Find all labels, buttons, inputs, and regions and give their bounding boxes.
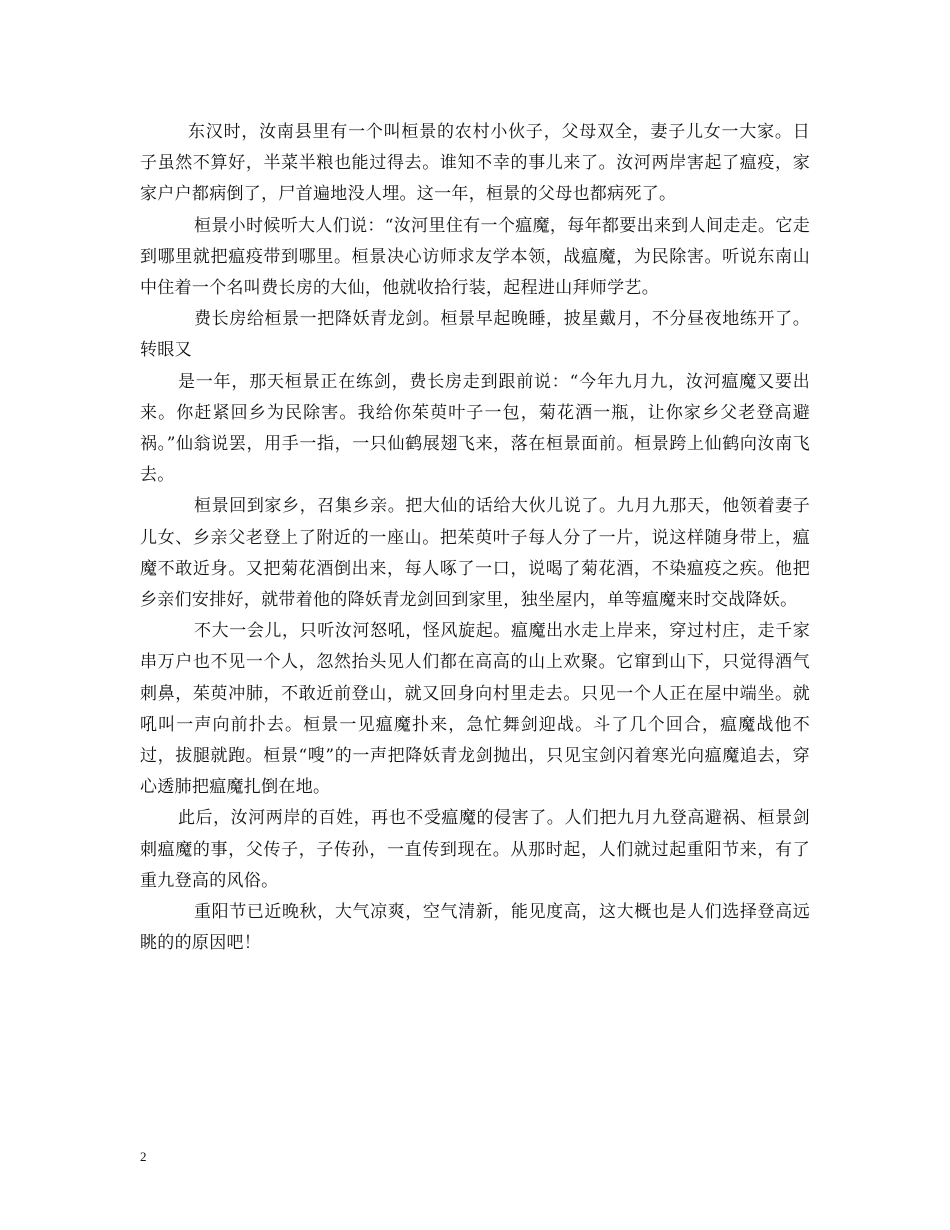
article-body xyxy=(140,117,810,959)
paragraph-3: 费长房给桓景一把降妖青龙剑。桓景早起晚睡，披星戴月，不分昼夜地练开了。转眼又 xyxy=(140,309,810,361)
paragraph-7: 此后，汝河两岸的百姓，再也不受瘟魔的侵害了。人们把九月九登高避祸、桓景剑刺瘟魔的事，父传子，子传孙，一直传到现在。从那时起，人们就过起重阳节来，有了重九登高的风俗。 xyxy=(140,808,810,891)
paragraph-8: 重阳节已近晚秋，大气凉爽，空气清新，能见度高，这大概也是人们选择登高远眺的的原因吧！ xyxy=(140,902,810,954)
page-number: 2 xyxy=(140,1149,147,1164)
paragraph-1: 东汉时，汝南县里有一个叫桓景的农村小伙子，父母双全，妻子儿女一大家。日子虽然不算好，半菜半粮也能过得去。谁知不幸的事儿来了。汝河两岸害起了瘟疫，家家户户都病倒了，尸首遍地没人埋。这一年，桓景的父母也都病死了。 xyxy=(140,122,810,205)
paragraph-6: 不大一会儿，只听汝河怒吼，怪风旋起。瘟魔出水走上岸来，穿过村庄，走千家串万户也不见一个人，忽然抬头见人们都在高高的山上欢聚。它窜到山下，只觉得酒气刺鼻，茱萸冲肺，不敢近前登山，就又回身向村里走去。只见一个人正在屋中端坐。就吼叫一声向前扑去。桓景一见瘟魔扑来，急忙舞剑迎战。斗了几个回合，瘟魔战他不过，拔腿就跑。桓景“嗖”的一声把降妖青龙剑抛出，只见宝剑闪着寒光向瘟魔追去，穿心透肺把瘟魔扎倒在地。 xyxy=(140,621,810,798)
paragraph-4: 是一年，那天桓景正在练剑，费长房走到跟前说：“今年九月九，汝河瘟魔又要出来。你赶紧回乡为民除害。我给你茱萸叶子一包，菊花酒一瓶，让你家乡父老登高避祸。”仙翁说罢，用手一指，一只仙鹤展翅飞来，落在桓景面前。桓景跨上仙鹤向汝南飞去。 xyxy=(140,371,810,486)
paragraph-2: 桓景小时候听大人们说：“汝河里住有一个瘟魔，每年都要出来到人间走走。它走到哪里就把瘟疫带到哪里。桓景决心访师求友学本领，战瘟魔，为民除害。听说东南山中住着一个名叫费长房的大仙，他就收拾行装，起程进山拜师学艺。 xyxy=(140,215,810,299)
paragraph-5: 桓景回到家乡，召集乡亲。把大仙的话给大伙儿说了。九月九那天，他领着妻子儿女、乡亲父老登上了附近的一座山。把茱萸叶子每人分了一片，说这样随身带上，瘟魔不敢近身。又把菊花酒倒出来，每人啄了一口，说喝了菊花酒，不染瘟疫之疾。他把乡亲们安排好，就带着他的降妖青龙剑回到家里，独坐屋内，单等瘟魔来时交战降妖。 xyxy=(140,496,810,611)
